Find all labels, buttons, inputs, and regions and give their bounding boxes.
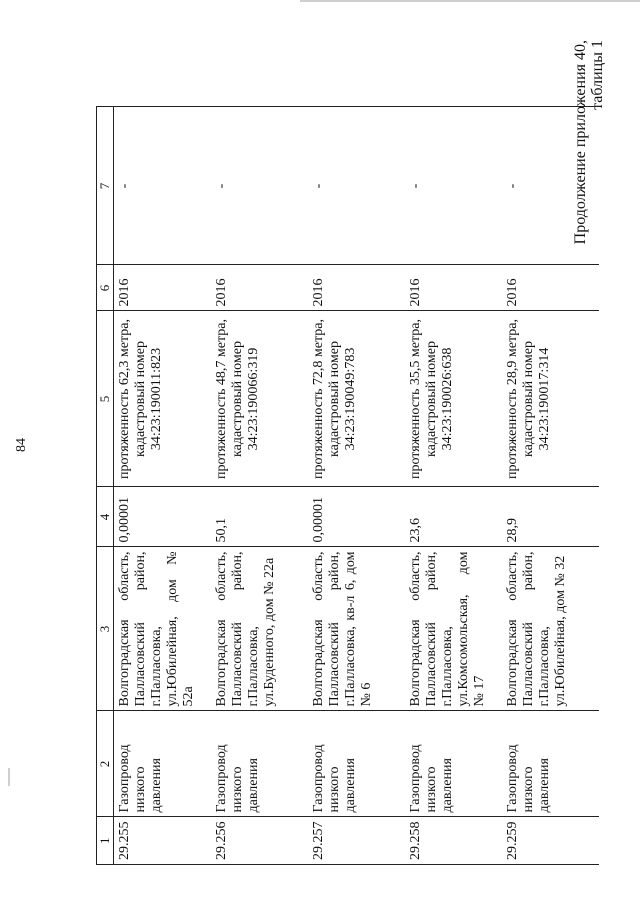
object-name: Газопровод низкого давления: [211, 711, 308, 817]
object-address: Волгоградская область, Палласовский район, г.Палласовка, ул.Юбилейная, дом № 52а: [114, 547, 212, 711]
continuation-line-1: Продолжение приложения 40,: [572, 40, 589, 245]
object-value: 23,6: [405, 487, 502, 547]
object-address: Волгоградская область, Палласовский район, г.Палласовка, кв-л 6, дом № 6: [308, 547, 405, 711]
row-number: 29.258: [405, 817, 502, 865]
object-value: 0,00001: [308, 487, 405, 547]
object-year: 2016: [308, 265, 405, 311]
page-number: 84: [14, 438, 29, 452]
object-name: Газопровод низкого давления: [114, 711, 212, 817]
object-description: протяженность 48,7 метра, кадастровый номер 34:23:190066:319: [211, 311, 308, 487]
object-year: 2016: [502, 265, 599, 311]
object-year: 2016: [405, 265, 502, 311]
object-address: Волгоградская область, Палласовский район, г.Палласовка, ул.Буденного, дом № 22а: [211, 547, 308, 711]
column-number-1: 1: [97, 817, 114, 865]
table-row: [114, 107, 212, 865]
object-year: 2016: [114, 265, 212, 311]
object-description: протяженность 72,8 метра, кадастровый номер 34:23:190049:783: [308, 311, 405, 487]
row-number: 29.257: [308, 817, 405, 865]
column-number-7: 7: [97, 107, 114, 265]
object-description: протяженность 35,5 метра, кадастровый номер 34:23:190026:638: [405, 311, 502, 487]
object-address: Волгоградская область, Палласовский район, г.Палласовка, ул.Юбилейная, дом № 32: [502, 547, 599, 711]
column-number-3: 3: [97, 547, 114, 711]
row-number: 29.256: [211, 817, 308, 865]
object-note: -: [308, 107, 405, 265]
object-value: 50,1: [211, 487, 308, 547]
object-note: -: [405, 107, 502, 265]
object-name: Газопровод низкого давления: [405, 711, 502, 817]
object-note: -: [502, 107, 599, 265]
object-value: 0,00001: [114, 487, 212, 547]
object-year: 2016: [211, 265, 308, 311]
row-number: 29.259: [502, 817, 599, 865]
object-note: -: [211, 107, 308, 265]
table-row: [405, 107, 502, 865]
column-number-4: 4: [97, 487, 114, 547]
object-value: 28,9: [502, 487, 599, 547]
register-table: [96, 107, 599, 866]
object-note: -: [114, 107, 212, 265]
table-row: [502, 107, 599, 865]
object-name: Газопровод низкого давления: [502, 711, 599, 817]
table-row: [211, 107, 308, 865]
column-number-row: [97, 107, 114, 865]
column-number-5: 5: [97, 311, 114, 487]
column-number-2: 2: [97, 711, 114, 817]
continuation-line-2: таблицы 1: [589, 40, 606, 110]
column-number-6: 6: [97, 265, 114, 311]
object-description: протяженность 62,3 метра, кадастровый номер 34:23:190011:823: [114, 311, 212, 487]
object-description: протяженность 28,9 метра, кадастровый номер 34:23:190017:314: [502, 311, 599, 487]
table-row: [308, 107, 405, 865]
object-address: Волгоградская область, Палласовский район, г.Палласовка, ул.Комсомольская, дом № 17: [405, 547, 502, 711]
object-name: Газопровод низкого давления: [308, 711, 405, 817]
row-number: 29.255: [114, 817, 212, 865]
